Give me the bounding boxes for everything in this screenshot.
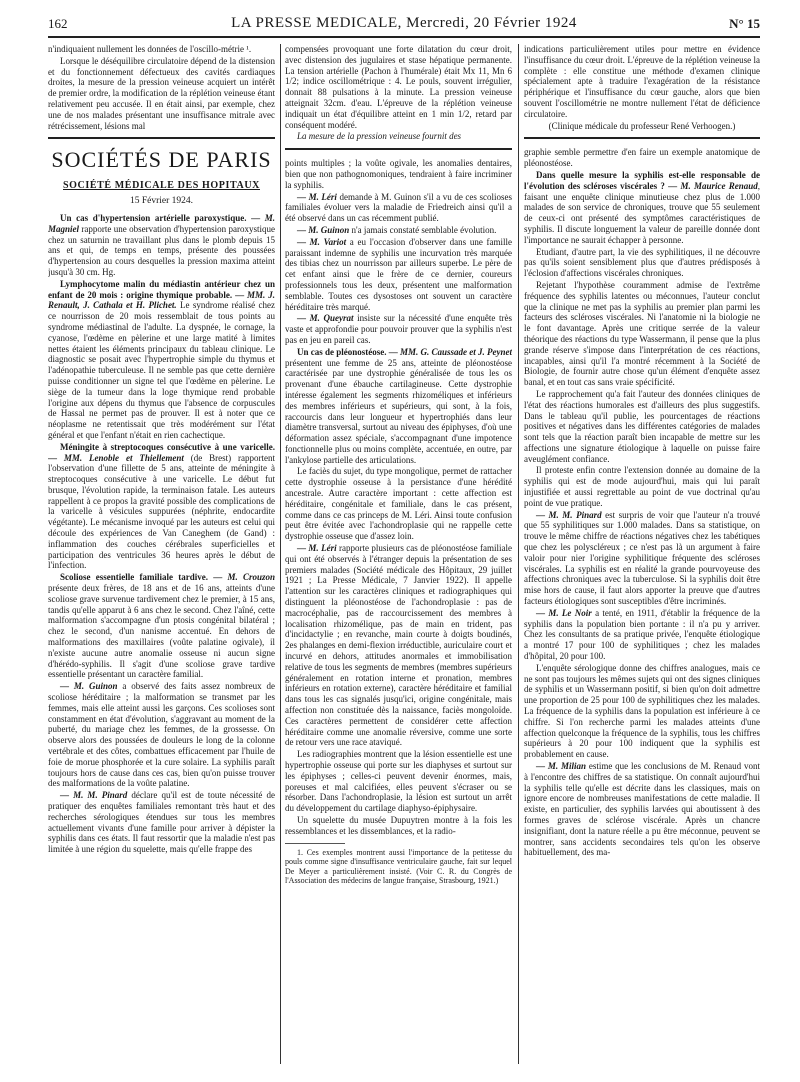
paragraph bbox=[524, 761, 760, 858]
paragraph-text: Les radiographies montrent que la lésion essentielle est une hypertrophie osseuse qui porte sur les diaphyses et surtout sur les épiphyses ; celles-ci peuvent devenir énormes, mais, poreuses et mal calcifiées, elles peuvent s'écraser ou se résorber. Dans l'achondroplasie, la lésion est surtout un arrêt du développement du cartilage diaphyso-épiphysaire. bbox=[285, 749, 512, 814]
society-title: SOCIÉTÉ MÉDICALE DES HOPITAUX bbox=[63, 180, 260, 192]
paragraph-text: points multiples ; la voûte ogivale, les anomalies dentaires, bien que non pathognomoniques, tendraient à faire incriminer la syphilis. bbox=[285, 158, 512, 190]
paragraph-title: Un cas de pléonostéose. — bbox=[297, 346, 400, 357]
paragraph bbox=[48, 213, 275, 278]
paragraph-text: (de Brest) rapportent l'observation d'une fillette de 5 ans, atteinte de méningite à streptocoques consécutive à une varicelle. Le début fut brusque, l'évolution rapide, la terminaison fatale. Les auteurs rappellent à ce propos la gravité possible des complications de la varicelle à vésicules suppurées (néphrite, endocardite végétante). Le mécanisme invoqué par les auteurs est celui qui découle des expériences de Van Caneghem (de Gand) : inflammation des couches cérébrales superficielles et participation des ventricules 36 heures après le début de l'infection. bbox=[48, 452, 275, 571]
paragraph bbox=[285, 158, 512, 190]
paragraph-title: — bbox=[60, 681, 74, 692]
paragraph-text: , faisant une enquête clinique minutieuse chez plus de 1.000 malades de son service de chroniques, trouve que 55 seulement de ceux-ci ont présenté des symptômes caractéristiques de syphilis. Il discute longuement la valeur de pareille donnée dont l'importance ne saurait échapper à personne. bbox=[524, 180, 760, 245]
paragraph-title: Méningite à streptocoques consécutive à une varicelle. — bbox=[48, 441, 275, 463]
column-1 bbox=[48, 44, 275, 1074]
paragraph bbox=[285, 347, 512, 466]
paragraph bbox=[48, 279, 275, 441]
author-name: M. Guinon bbox=[73, 681, 118, 692]
paragraph bbox=[285, 313, 512, 345]
issue-number: N° 15 bbox=[729, 16, 760, 31]
paragraph bbox=[524, 663, 760, 760]
paragraph-text: rapporte plusieurs cas de pléonostéose familiale qui ont été observés à l'étranger depuis la présentation de ses premiers malades (Société médicale des Hôpitaux, 29 juillet 1921 ; La Presse Médicale, 7 Janvier 1922). Il appelle l'attention sur les caractères cliniques et radiographiques qui distinguent la pléonostéose de l'achondroplasie : pas de macrocéphalie, pas de raccourcissement des membres à localisation rhizomélique, pas de main en trident, pas d'incidactylie ; en revanche, main courte à doigts boudinés, 2es phalanges en demi-flexion irréductible, auriculaire court et incurvé en dehors, attitudes anormales et immobilisation relative de tous les segments de membres (membres supérieurs généralement en rotation interne et pronation, membres inférieurs en rotation externe), caractère héréditaire et familial dans tous les cas signalés jusqu'ici, origine congénitale, mais affection non constituée dès la naissance, faciès mongoloïde. Ces caractères permettent de considérer cette affection héréditaire comme une anomalie réversive, comme une sorte de retour vers une race ataviqué. bbox=[285, 543, 512, 748]
footnote: 1. Ces exemples montrent aussi l'importance de la petitesse du pouls comme signe d'insuffisance ventriculaire gauche, fait sur lequel De Meyer a particulièrement insisté. (Voir C. R. du Congrès de l'Association des médecins de langue française, Strasbourg, 1921.) bbox=[285, 847, 512, 886]
paragraph bbox=[285, 225, 512, 236]
paragraph bbox=[48, 572, 275, 680]
paragraph-text: Etudiant, d'autre part, la vie des syphilitiques, il ne découvre pas qu'ils soient sensiblement plus que d'autres prédisposés à l'éclosion d'affections viscérales chroniques. bbox=[524, 246, 760, 279]
paragraph: indications particulièrement utiles pour mettre en évidence l'insuffisance du cœur droit. L'épreuve de la réplétion veineuse la complète : elle constitue une méthode d'examen clinique spécialement apte à traduire l'exagération de la résistance périphérique et l'insuffisance du cœur gauche, alors que bien souvent l'oscillométrie ne montre nullement l'état de déficience circulatoire. bbox=[524, 44, 760, 119]
paragraph-text: rapporte une observation d'hypertension paroxystique chez un saturnin ne travaillant plus dans le plomb depuis 15 ans et qui, de temps en temps, présente des poussées d'hypertension au cours desquelles la pression maxima atteint jusqu'à 30 cm. Hg. bbox=[48, 223, 275, 277]
paragraph-text: Rejetant l'hypothèse couramment admise de l'extrême fréquence des syphilis latentes ou méconnues, l'auteur conclut que la clinique ne met pas la syphilis au premier plan parmi les facteurs des scléroses viscérales. Ni l'anatomie ni la biologie ne le font davantage. Après une critique serrée de la valeur théorique des réactions du type Wassermann, il pense que la plus grande réserve s'impose dans l'interprétation de ces réactions, incapables, ainsi qu'il l'a montré récemment à la Société de Biologie, de fournir autre chose qu'un élément d'enquête assez banal, et en tout cas sans vraie spécificité. bbox=[524, 279, 760, 388]
author-name: MM. G. Caussade et J. Peynet bbox=[400, 346, 512, 357]
journal-title: LA PRESSE MEDICALE, Mercredi, 20 Février 1924 bbox=[231, 15, 577, 31]
paragraph: n'indiquaient nullement les données de l'oscillo-métrie ¹. bbox=[48, 44, 252, 54]
section-rule bbox=[285, 148, 512, 150]
paragraph-title: — bbox=[297, 236, 310, 247]
paragraph-text: estime que les conclusions de M. Renaud vont à l'encontre des chiffres de sa statistique. On connaît aujourd'hui la syphilis telle qu'elle est décrite dans les classiques, mais on ignore encore de nombreuses manifestations de cette maladie. Il existe, en particulier, des syphilis larvées qui aboutissent à des formes graves de sclérose viscérale. Après un chancre insignifiant, dont la nature réelle a pu être méconnue, peuvent se montrer, sans accidents secondaires tels qu'on les observe habituellement, des ma- bbox=[524, 761, 760, 858]
paragraph-title: — bbox=[536, 607, 549, 618]
column-rule bbox=[280, 44, 281, 1064]
section-title: SOCIÉTÉS DE PARIS bbox=[51, 147, 272, 173]
paragraph-text: demande à M. Guinon s'il a vu de ces scolioses familiales évoluer vers la maladie de Friedreich ainsi qu'il a été observé dans un cas récemment publié. bbox=[285, 191, 512, 224]
paragraph-title: — bbox=[297, 224, 309, 235]
paragraph bbox=[524, 465, 760, 508]
paragraph-text: déclare qu'il est de toute nécessité de pratiquer des enquêtes familiales remontant très haut et des recherches sérologiques étendues sur tous les membres actuellement vivants d'une famille pour arriver à dépister la syphilis dans ces états. Il faut ressortir que la maladie n'est pas limitée à une région du squelette, mais qu'elle frappe des bbox=[48, 790, 275, 855]
paragraph bbox=[524, 147, 760, 169]
paragraph-text: est surpris de voir que l'auteur n'a trouvé que 55 syphilitiques sur 1.000 malades. Dans sa statistique, on trouve le même chiffre de réactions négatives chez les tabétiques que chez les polyscléreux ; ce n'est pas là un argument à faire valoir pour nier l'origine syphilitique fréquente des scléroses viscérales. La syphilis est en réalité la grande pourvoyeuse des affections chroniques avec la tuberculose. Si la syphilis doit être mise hors de cause, il faut alors apporter la preuve que d'autres facteurs étiologiques sont susceptibles d'être incriminés. bbox=[524, 509, 760, 607]
paragraph-text: présente deux frères, de 18 ans et de 16 ans, atteints d'une scoliose grave survenue tardivement chez le premier, à 15 ans, tandis qu'elle apparut à 6 ans chez le second. Chez l'aîné, cette malformation s'accompagne d'un ptosis congénital bilatéral ; chez le second, d'un nanisme accentué. En dehors de malformations des maxillaires (voûte palatine ogivale), il n'existe aucune autre anomalie osseuse ni aucun signe d'hérédo-syphilis. Il s'agit d'une scoliose grave tardive essentielle présentant un caractère familial. bbox=[48, 583, 275, 680]
author-name: MM. Lenoble et Thiellement bbox=[63, 452, 184, 463]
author-name: M. Variot bbox=[309, 236, 347, 247]
paragraph: Lorsque le déséquilibre circulatoire dépend de la distension et du fonctionnement défectueux des cavités cardiaques droites, la mesure de la pression veineuse acquiert un intérêt de premier ordre, la modification de la réplétion veineuse étant relativement peu accusée. Il en était ainsi, par exemple, chez une de nos malades présentant une insuffisance mitrale avec rétrécissement, lésions mal bbox=[48, 55, 275, 131]
paragraph-text: Un squelette du musée Dupuytren montre à la fois les ressemblances et les dissemblances, et la radio- bbox=[285, 814, 512, 836]
column-3 bbox=[524, 44, 760, 1074]
article-list bbox=[285, 158, 512, 836]
author-name: M. Le Noir bbox=[548, 607, 592, 618]
author-name: M. Maurice Renaud bbox=[680, 180, 758, 191]
paragraph-text: insiste sur la nécessité d'une enquête très vaste et approfondie pour pouvoir prouver que la syphilis n'est pas en jeu en pareil cas. bbox=[285, 313, 512, 345]
session-date: 15 Février 1924. bbox=[129, 196, 194, 207]
paragraph-title: Lymphocytome malin du médiastin antérieur chez un enfant de 20 mois : origine thymique probable. — bbox=[48, 278, 275, 300]
section-rule bbox=[524, 137, 760, 139]
column-rule bbox=[518, 44, 519, 1064]
paragraph: compensées provoquant une forte dilatation du cœur droit, avec distension des jugulaires et stase hépatique permanente. La tension artérielle (Pachon à l'humérale) était Mx 11, Mn 6 1/2; indice oscillométrique : 4. Le pouls, souvent irrégulier, donnait 88 pulsations à la minute. La pression veineuse atteignait 32cm. d'eau. L'épreuve de la réplétion veineuse indiquait un état d'équilibre atteint en 1 min 1/2, retard par conséquent modéré. bbox=[285, 44, 512, 130]
paragraph bbox=[48, 681, 275, 789]
paragraph bbox=[285, 815, 512, 837]
paragraph bbox=[285, 237, 512, 313]
paragraph-text: Le faciès du sujet, du type mongolique, permet de rattacher cette dystrophie osseuse à la persistance d'une hérédité ancestrale. Autre caractère important : cette affection est héréditaire, congénitale et familiale, dans le cas présent, comme dans ce cas princeps de M. Léri. Ainsi toute confusion peut être évitée avec l'achondroplasie qui ne rappelle cette dystrophie osseuse que d'assez loin. bbox=[285, 466, 512, 542]
paragraph-text: Le rapprochement qu'a fait l'auteur des données cliniques de l'état des réactions humorales est d'ailleurs des plus suggestifs. Dans le tableau qu'il publie, les pourcentages de réactions positives et négatives dans les différentes catégories de malades sont tels que la réaction paraît bien incapable de mettre sur les affections une signature étiologique à laquelle on puisse faire aveuglément confiance. bbox=[524, 388, 760, 464]
footnote-rule bbox=[285, 843, 345, 844]
paragraph-text: L'enquête sérologique donne des chiffres analogues, mais ce ne sont pas toujours les mêmes sujets qui ont des signes cliniques de syphilis et un Wassermann positif, si bien qu'on doit admettre une proportion de 25 pour 100 de syphilitiques chez les malades. La fréquence de la syphilis dans la population est inférieure à ce chiffre. Si l'on recherche parmi les malades atteints d'une affection quelconque la fréquence de la syphilis, tous les chiffres supérieurs à 20 pour 100 indiquent que la syphilis est probablement en cause. bbox=[524, 662, 760, 760]
paragraph-title: Scoliose essentielle familiale tardive. — bbox=[60, 572, 228, 583]
column-2 bbox=[285, 44, 512, 1074]
paragraph: La mesure de la pression veineuse fournit des bbox=[297, 131, 462, 142]
author-name: M. Magniel bbox=[48, 212, 275, 234]
paragraph bbox=[285, 466, 512, 542]
author-name: M. M. Pinard bbox=[548, 509, 602, 520]
clinic-credit: (Clinique médicale du professeur René Verhoogen.) bbox=[548, 120, 736, 131]
paragraph-title: — bbox=[297, 543, 309, 554]
paragraph-text: Il proteste enfin contre l'extension donnée au domaine de la syphilis qui est de mode aujourd'hui, mais qui lui paraît injustifiée et aussi regrettable au point de vue doctrinal qu'au point de vue pratique. bbox=[524, 465, 760, 508]
author-name: M. Léri bbox=[308, 191, 337, 202]
paragraph bbox=[285, 749, 512, 814]
paragraph-text: a tenté, en 1911, d'établir la fréquence de la syphilis dans la population bien portante : il n'a pu y arriver. Chez les consultants de sa pratique privée, l'enquête étiologique a montré 17 pour 100 de syphilitiques ; chez les malades d'hôpital, 20 pour 100. bbox=[524, 607, 760, 662]
author-name: M. Milian bbox=[547, 761, 586, 771]
author-name: M. M. Pinard bbox=[73, 790, 128, 801]
paragraph bbox=[524, 510, 760, 607]
author-name: M. Queyrat bbox=[309, 313, 354, 324]
paragraph bbox=[524, 247, 760, 279]
paragraph-text: a eu l'occasion d'observer dans une famille paraissant indemne de syphilis une incurvation très marquée des tibias chez un nourrisson par ailleurs superbe. Le père de cet enfant ainsi que le frère de ce dernier, coureurs professionnels tous les deux, présentent une malformation semblable. Toutes ces dysostoses ont souvent un caractère héréditaire très marqué. bbox=[285, 236, 512, 312]
paragraph bbox=[524, 389, 760, 465]
paragraph-title: — bbox=[297, 191, 309, 202]
author-name: MM. J. Renault, J. Cathala et H. Plichet. bbox=[48, 289, 275, 311]
author-name: M. Léri bbox=[308, 543, 337, 554]
author-name: M. Guinon bbox=[308, 224, 350, 235]
paragraph-title: — bbox=[60, 790, 74, 801]
author-name: M. Crouzon bbox=[227, 572, 275, 583]
paragraph-title: — bbox=[536, 761, 548, 771]
paragraph-title: Un cas d'hypertension artérielle paroxystique. — bbox=[60, 212, 265, 223]
section-rule bbox=[48, 137, 275, 139]
paragraph bbox=[48, 790, 275, 855]
paragraph bbox=[524, 170, 760, 246]
page-header bbox=[48, 12, 760, 38]
article-list bbox=[48, 213, 275, 855]
paragraph-text: a observé des faits assez nombreux de scoliose héréditaire ; la malformation se transmet par les femmes, mais elle atteint aussi les garçons. Ces scolioses sont constamment en état d'évolution, s'aggravant au moment de la puberté, du mariage chez les femmes, de la grossesse. On observe alors des poussées de douleurs le long de la colonne vertébrale et des côtes, combattues efficacement par l'huile de foie de morue phosphorée et la cure solaire. La syphilis paraît toujours hors de cause dans ces cas, bien qu'on puisse trouver des malformations de la voûte palatine. bbox=[48, 681, 275, 789]
paragraph-text: présentent une femme de 25 ans, atteinte de pléonostéose caractérisée par une dystrophie généralisée de tous les os provenant d'une ébauche cartilagineuse. Cette dystrophie intéresse également les segments rhizoméliques et inférieurs des membres inférieurs et supérieurs, qui sont, à la fois, raccourcis dans leur longueur et hypertrophiés dans leur diamètre transversal, surtout au niveau des épiphyses, d'où une déformation assez spéciale, s'accompagnant d'une impotence fonctionnelle plus ou moins complète, accentuée, en outre, par l'ankylose partielle des articulations. bbox=[285, 357, 512, 465]
paragraph-title: — bbox=[536, 509, 549, 520]
paragraph bbox=[48, 442, 275, 572]
paragraph-title: Dans quelle mesure la syphilis est-elle responsable de l'évolution des scléroses viscérales ? — bbox=[524, 169, 760, 191]
paragraph-title: — bbox=[297, 313, 310, 324]
paragraph bbox=[524, 608, 760, 662]
paragraph bbox=[524, 280, 760, 388]
article-list bbox=[524, 147, 760, 858]
paragraph bbox=[285, 192, 512, 224]
paragraph-text: n'a jamais constaté semblable évolution. bbox=[349, 224, 497, 235]
paragraph-text: Le syndrome réalisé chez ce nourrisson de 20 mois ressemblait de tous points au syndrome médiastinal de l'adulte. La dyspnée, le cornage, la cyanose, l'œdème en pèlerine et une large matité à limites nettes étaient les éléments principaux du tableau clinique. Le diagnostic se posait avec l'hypertrophie simple du thymus et l'adénopathie tuberculeuse. Il ne semble pas que cette dernière puisse conditionner un signe tel que l'œdème en pèlerine. Le siège de la tumeur dans la loge thymique rend probable l'origine aux dépens du thymus que l'absence de corpuscules de Hassal ne permet pas de prouver. Il est à noter que ce néoplasme ne retentissait que très modérément sur l'état général et que l'enfant n'était en rien cachectique. bbox=[48, 300, 275, 440]
paragraph bbox=[285, 543, 512, 748]
paragraph-text: graphie semble permettre d'en faire un exemple anatomique de pléonostéose. bbox=[524, 147, 760, 169]
page-number: 162 bbox=[48, 16, 68, 31]
